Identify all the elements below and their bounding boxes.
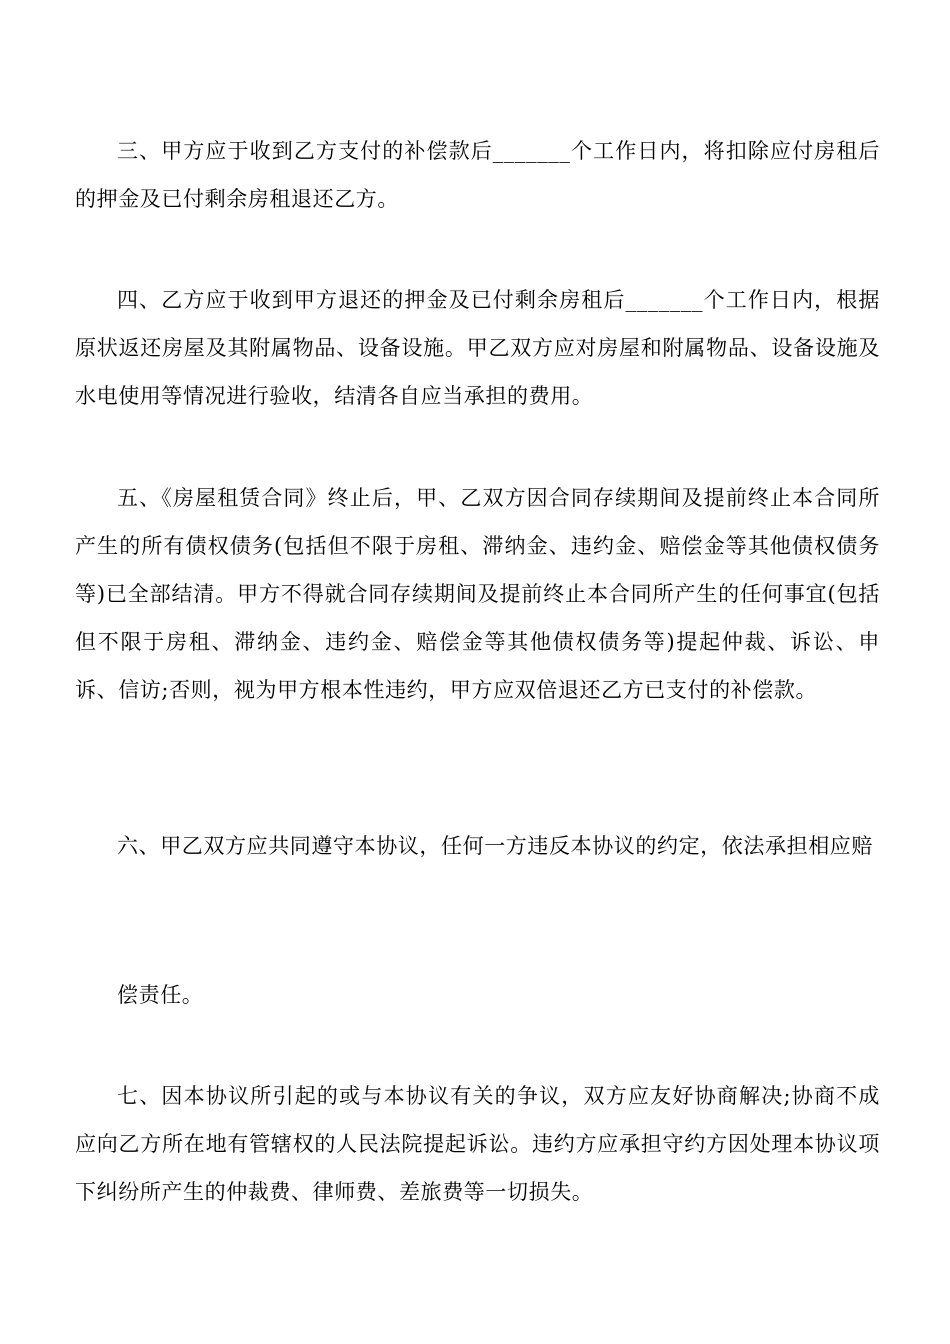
clause-3-paragraph: 三、甲方应于收到乙方支付的补偿款后_______个工作日内，将扣除应付房租后的押金及已付剩余房租退还乙方。	[75, 139, 880, 211]
clause-5-paragraph: 五、《房屋租赁合同》终止后，甲、乙双方因合同存续期间及提前终止本合同所产生的所有债权债务(包括但不限于房租、滞纳金、违约金、赔偿金等其他债权债务等)已全部结清。甲方不得就合同存续期间及提前终止本合同所产生的任何事宜(包括但不限于房租、滞纳金、违约金、赔偿金等其他债权债务等)提起仲裁、诉讼、申诉、信访;否则，视为甲方根本性违约，甲方应双倍退还乙方已支付的补偿款。	[75, 486, 880, 702]
clause-4-paragraph: 四、乙方应于收到甲方退还的押金及已付剩余房租后_______个工作日内，根据原状返还房屋及其附属物品、设备设施。甲乙双方应对房屋和附属物品、设备设施及水电使用等情况进行验收，结清各自应当承担的费用。	[75, 288, 880, 408]
clause-7-paragraph: 七、因本协议所引起的或与本协议有关的争议，双方应友好协商解决;协商不成应向乙方所在地有管辖权的人民法院提起诉讼。违约方应承担守约方因处理本协议项下纠纷所产生的仲裁费、律师费、差旅费等一切损失。	[75, 1084, 880, 1204]
clause-6-paragraph: 六、甲乙双方应共同遵守本协议，任何一方违反本协议的约定，依法承担相应赔	[117, 834, 873, 858]
clause-6-continuation: 偿责任。	[117, 983, 204, 1007]
